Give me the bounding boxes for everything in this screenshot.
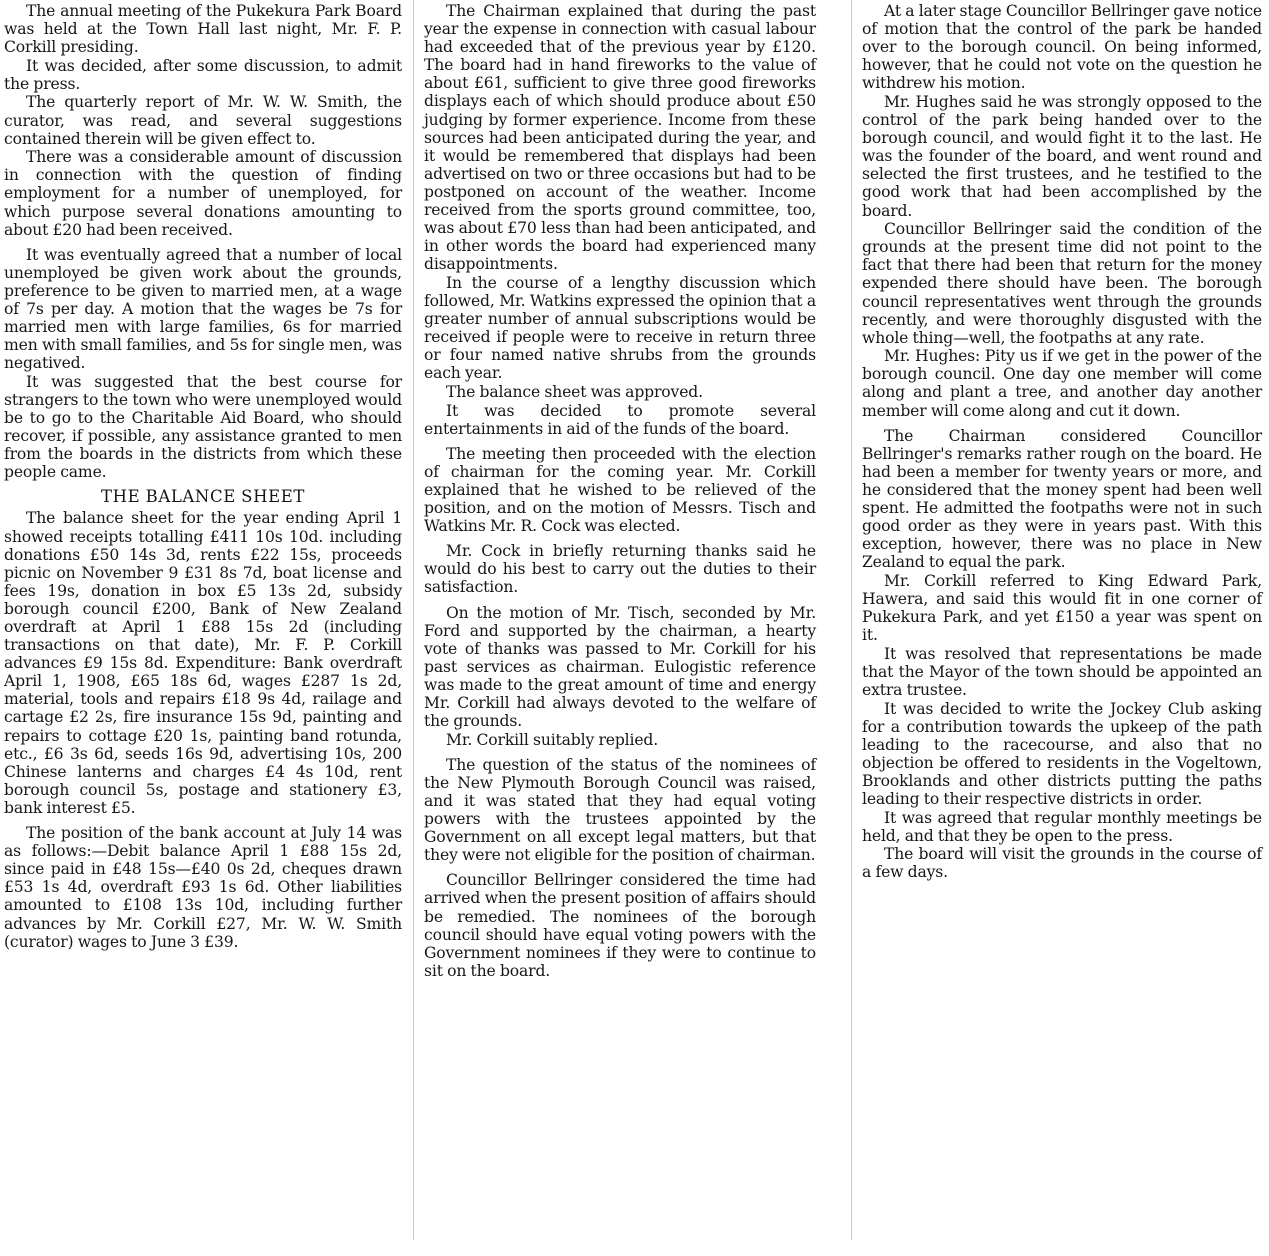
paragraph: It was resolved that representations be made that the Mayor of the town should be appointed an extra trustee. — [862, 644, 1262, 699]
paragraph: The question of the status of the nominees of the New Plymouth Borough Council was raised, and it was stated that they had equal voting powers with the trustees appointed by the Government on all except legal matters, but that they were not eligible for the position of chairman. — [424, 755, 816, 865]
paragraph: It was decided, after some discussion, to admit the press. — [4, 56, 402, 93]
paragraph: The board will visit the grounds in the course of a few days. — [862, 845, 1262, 882]
paragraph: The balance sheet was approved. — [446, 382, 703, 401]
paragraph: It was suggested that the best course for strangers to the town who were unemployed would be to go to the Charitable Aid Board, who should recover, if possible, any assistance granted to men from the boards in the districts from which these people came. — [4, 372, 402, 482]
paragraph: In the course of a lengthy discussion which followed, Mr. Watkins expressed the opinion that a greater number of annual subscriptions would be received if people were to receive in return three or four named native shrubs from the grounds each year. — [424, 273, 816, 383]
paragraph: The Chairman explained that during the past year the expense in connection with casual labour had exceeded that of the previous year by £120. The board had in hand fireworks to the value of about £61, sufficient to give three good fireworks displays each of which should produce about £50 judging by former experience. Income from these sources had been anticipated during the year, and it would be remembered that displays had been advertised on two or three occasions but had to be postponed on account of the weather. Income received from the sports ground committee, too, was about £70 less than had been anticipated, and in other words the board had experienced many disappointments. — [424, 2, 816, 274]
column-rule — [413, 0, 414, 1240]
paragraph: The quarterly report of Mr. W. W. Smith, the curator, was read, and several suggestions contained therein will be given effect to. — [4, 93, 402, 148]
paragraph: It was agreed that regular monthly meetings be held, and that they be open to the press. — [862, 808, 1262, 845]
paragraph: It was decided to promote several entertainments in aid of the funds of the board. — [424, 401, 816, 438]
paragraph: It was eventually agreed that a number of local unemployed be given work about the grounds, preference to be given to married men, at a wage of 7s per day. A motion that the wages be 7s for married men with large families, 6s for married men with small families, and 5s for single men, was negatived. — [4, 245, 402, 373]
paragraph: The annual meeting of the Pukekura Park Board was held at the Town Hall last night, Mr. F. P. Corkill presiding. — [4, 2, 402, 57]
paragraph: The meeting then proceeded with the election of chairman for the coming year. Mr. Corkill explained that he wished to be relieved of the position, and on the motion of Messrs. Tisch and Watkins Mr. R. Cock was elected. — [424, 444, 816, 536]
paragraph: On the motion of Mr. Tisch, seconded by Mr. Ford and supported by the chairman, a hearty vote of thanks was passed to Mr. Corkill for his past services as chairman. Eulogistic reference was made to the great amount of time and energy Mr. Corkill had always devoted to the welfare of the grounds. — [424, 603, 816, 731]
paragraph: The Chairman considered Councillor Bellringer's remarks rather rough on the board. He had been a member for twenty years or more, and he considered that the money spent had been well spent. He admitted the footpaths were not in such good order as they were in years past. With this exception, however, there was no place in New Zealand to equal the park. — [862, 426, 1262, 572]
paragraph: Councillor Bellringer considered the time had arrived when the present position of affairs should be remedied. The nominees of the borough council should have equal voting powers with the Government nominees if they were to continue to sit on the board. — [424, 871, 816, 980]
article-column-2 — [424, 2, 816, 980]
paragraph: Mr. Hughes: Pity us if we get in the power of the borough council. One day one member will come along and plant a tree, and another day another member will come along and cut it down. — [862, 347, 1262, 420]
paragraph: It was decided to write the Jockey Club asking for a contribution towards the upkeep of the path leading to the racecourse, and also that no objection be offered to residents in the Vogeltown, Brooklands and other districts putting the paths leading to their respective districts in order. — [862, 699, 1262, 809]
paragraph: Mr. Hughes said he was strongly opposed to the control of the park being handed over to the borough council, and would fight it to the last. He was the founder of the board, and went round and selected the first trustees, and he testified to the good work that had been accomplished by the board. — [862, 92, 1262, 220]
paragraph: At a later stage Councillor Bellringer gave notice of motion that the control of the park be handed over to the borough council. On being informed, however, that he could not vote on the question he withdrew his motion. — [862, 2, 1262, 93]
paragraph: The balance sheet for the year ending April 1 showed receipts totalling £411 10s 10d. including donations £50 14s 3d, rents £22 15s, proceeds picnic on November 9 £31 8s 7d, boat license and fees 19s, donation in box £5 13s 2d, subsidy borough council £200, Bank of New Zealand overdraft at April 1 £88 15s 2d (including transactions on that date), Mr. F. P. Corkill advances £9 15s 8d. Expenditure: Bank overdraft April 1, 1908, £65 18s 6d, wages £287 1s 2d, material, tools and repairs £18 9s 4d, railage and cartage £2 2s, fire insurance 15s 9d, painting and repairs to cottage £20 1s, painting band rotunda, etc., £6 3s 6d, seeds 16s 9d, advertising 10s, 200 Chinese lanterns and charges £4 4s 10d, rent borough council 5s, postage and stationery £3, bank interest £5. — [4, 509, 402, 817]
paragraph: The position of the bank account at July 14 was as follows:—Debit balance April 1 £88 15s 2d, since paid in £48 15s—£40 0s 2d, cheques drawn £53 1s 4d, overdraft £93 1s 6d. Other liabilities amounted to £108 13s 10d, including further advances by Mr. Corkill £27, Mr. W. W. Smith (curator) wages to June 3 £39. — [4, 824, 402, 951]
paragraph: Mr. Cock in briefly returning thanks said he would do his best to carry out the duties to their satisfaction. — [424, 542, 816, 597]
section-heading: THE BALANCE SHEET — [101, 487, 305, 507]
article-column-3 — [862, 2, 1262, 882]
paragraph: Mr. Corkill suitably replied. — [446, 730, 659, 749]
paragraph: There was a considerable amount of discussion in connection with the question of finding employment for a number of unemployed, for which purpose several donations amounting to about £20 had been received. — [4, 148, 402, 239]
paragraph: Councillor Bellringer said the condition of the grounds at the present time did not point to the fact that there had been that return for the money expended there should have been. The borough council representatives went through the grounds recently, and were thoroughly disgusted with the whole thing—well, the footpaths at any rate. — [862, 220, 1262, 347]
article-column-1 — [4, 2, 402, 951]
column-rule — [851, 0, 852, 1240]
paragraph: Mr. Corkill referred to King Edward Park, Hawera, and said this would fit in one corner of Pukekura Park, and yet £150 a year was spent on it. — [862, 571, 1262, 645]
